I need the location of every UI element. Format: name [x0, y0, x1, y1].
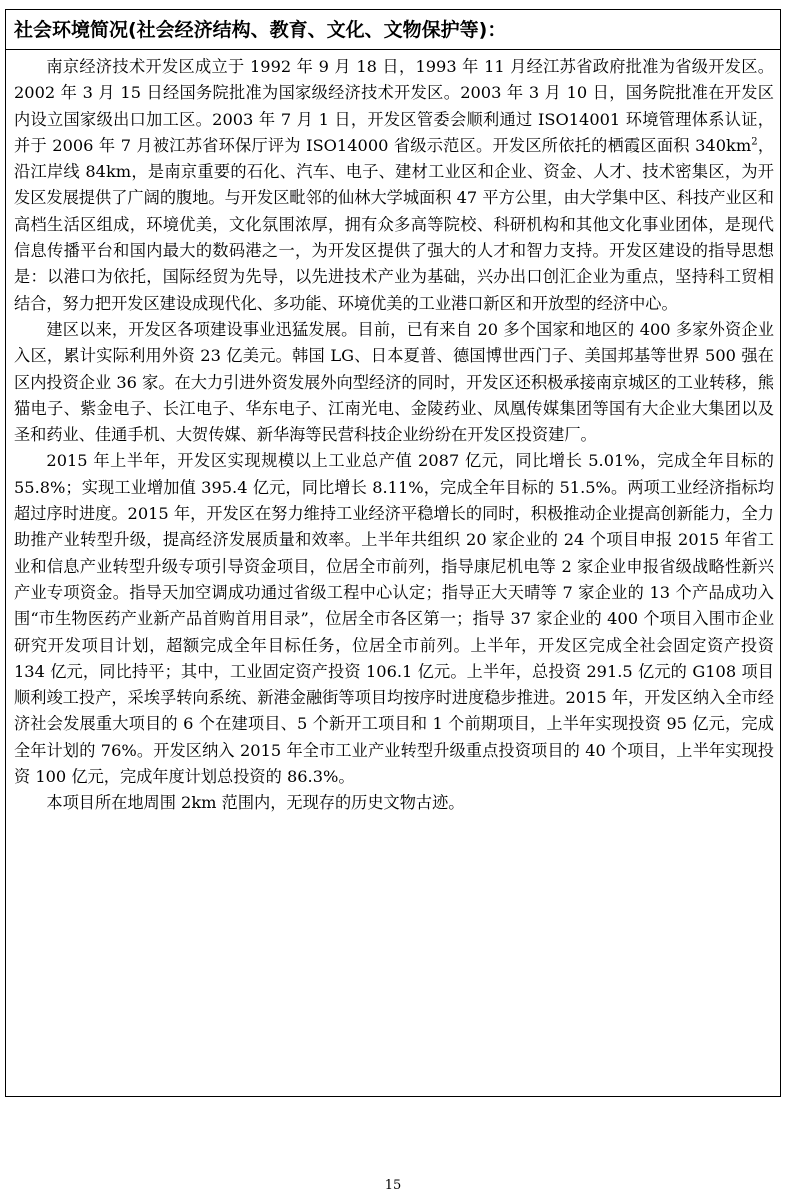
section-heading: 社会环境简况(社会经济结构、教育、文化、文物保护等)：	[5, 10, 781, 50]
paragraph-overview-part1: 南京经济技术开发区成立于 1992 年 9 月 18 日，1993 年 11 月经江苏省政府批准为省级开发区。2002 年 3 月 15 日经国务院批准为国家级经济技术开发区。2003 年 3 月 10 日，国务院批准在开发区内设立国家级出口加工区。2003 年 7 月 1 日，开发区管委会顺利通过 ISO14001 环境管理体系认证，并于 2006 年 7 月被江苏省环保厅评为 ISO14000 省级示范区。开发区所依托的栖霞区面积 340km	[14, 57, 774, 155]
page-number: 15	[384, 1178, 402, 1193]
paragraph-development: 建区以来，开发区各项建设事业迅猛发展。目前，已有来自 20 多个国家和地区的 400 多家外资企业入区，累计实际利用外资 23 亿美元。韩国 LG、日本夏普、德国博世西门子、美国邦基等世界 500 强在区内投资企业 36 家。在大力引进外资发展外向型经济的同时，开发区还积极承接南京城区的工业转移，熊猫电子、紫金电子、长江电子、华东电子、江南光电、金陵药业、凤凰传媒集团等国有大企业大集团以及圣和药业、佳通手机、大贺传媒、新华海等民营科技企业纷纷在开发区投资建厂。	[14, 319, 774, 445]
section-body	[14, 54, 774, 817]
area-unit-superscript: 2	[751, 136, 758, 148]
paragraph-economy-2015: 2015 年上半年，开发区实现规模以上工业总产值 2087 亿元，同比增长 5.01%，完成全年目标的 55.8%；实现工业增加值 395.4 亿元，同比增长 8.11%，完成全年目标的 51.5%。两项工业经济指标均超过序时进度。2015 年，开发区在努力维持工业经济平稳增长的同时，积极推动企业提高创新能力，全力助推产业转型升级，提高经济发展质量和效率。上半年共组织 20 家企业的 24 个项目申报 2015 年省工业和信息产业转型升级专项引导资金项目，位居全市前列，指导康尼机电等 2 家企业申报省级战略性新兴产业专项资金。指导天加空调成功通过省级工程中心认定；指导正大天晴等 7 家企业的 13 个产品成功入围“市生物医药产业新产品首购首用目录”，位居全市各区第一；指导 37 家企业的 400 个项目入围市企业研究开发项目计划，超额完成全年目标任务，位居全市前列。上半年，开发区完成全社会固定资产投资 134 亿元，同比持平；其中，工业固定资产投资 106.1 亿元。上半年，总投资 291.5 亿元的 G108 项目顺利竣工投产，采埃孚转向系统、新港金融街等项目均按序时进度稳步推进。2015 年，开发区纳入全市经济社会发展重大项目的 6 个在建项目、5 个新开工项目和 1 个前期项目，上半年实现投资 95 亿元，完成全年计划的 76%。开发区纳入 2015 年全市工业产业转型升级重点投资项目的 40 个项目，上半年实现投资 100 亿元，完成年度计划总投资的 86.3%。	[14, 451, 774, 787]
paragraph-overview-part2: ，沿江岸线 84km，是南京重要的石化、汽车、电子、建材工业区和企业、资金、人才、技术密集区，为开发区发展提供了广阔的腹地。与开发区毗邻的仙林大学城面积 47 平方公里，由大学集中区、科技产业区和高档生活区组成，环境优美，文化氛围浓厚，拥有众多高等院校、科研机构和其他文化事业团体，是现代信息传播平台和国内最大的数码港之一，为开发区提供了强大的人才和智力支持。开发区建设的指导思想是：以港口为依托，国际经贸为先导，以先进技术产业为基础，兴办出口创汇企业为重点，坚持科工贸相结合，努力把开发区建设成现代化、多功能、环境优美的工业港口新区和开放型的经济中心。	[14, 135, 775, 313]
paragraph-cultural-relics: 本项目所在地周围 2km 范围内，无现存的历史文物古迹。	[46, 793, 465, 813]
paragraph-overview	[14, 54, 774, 317]
